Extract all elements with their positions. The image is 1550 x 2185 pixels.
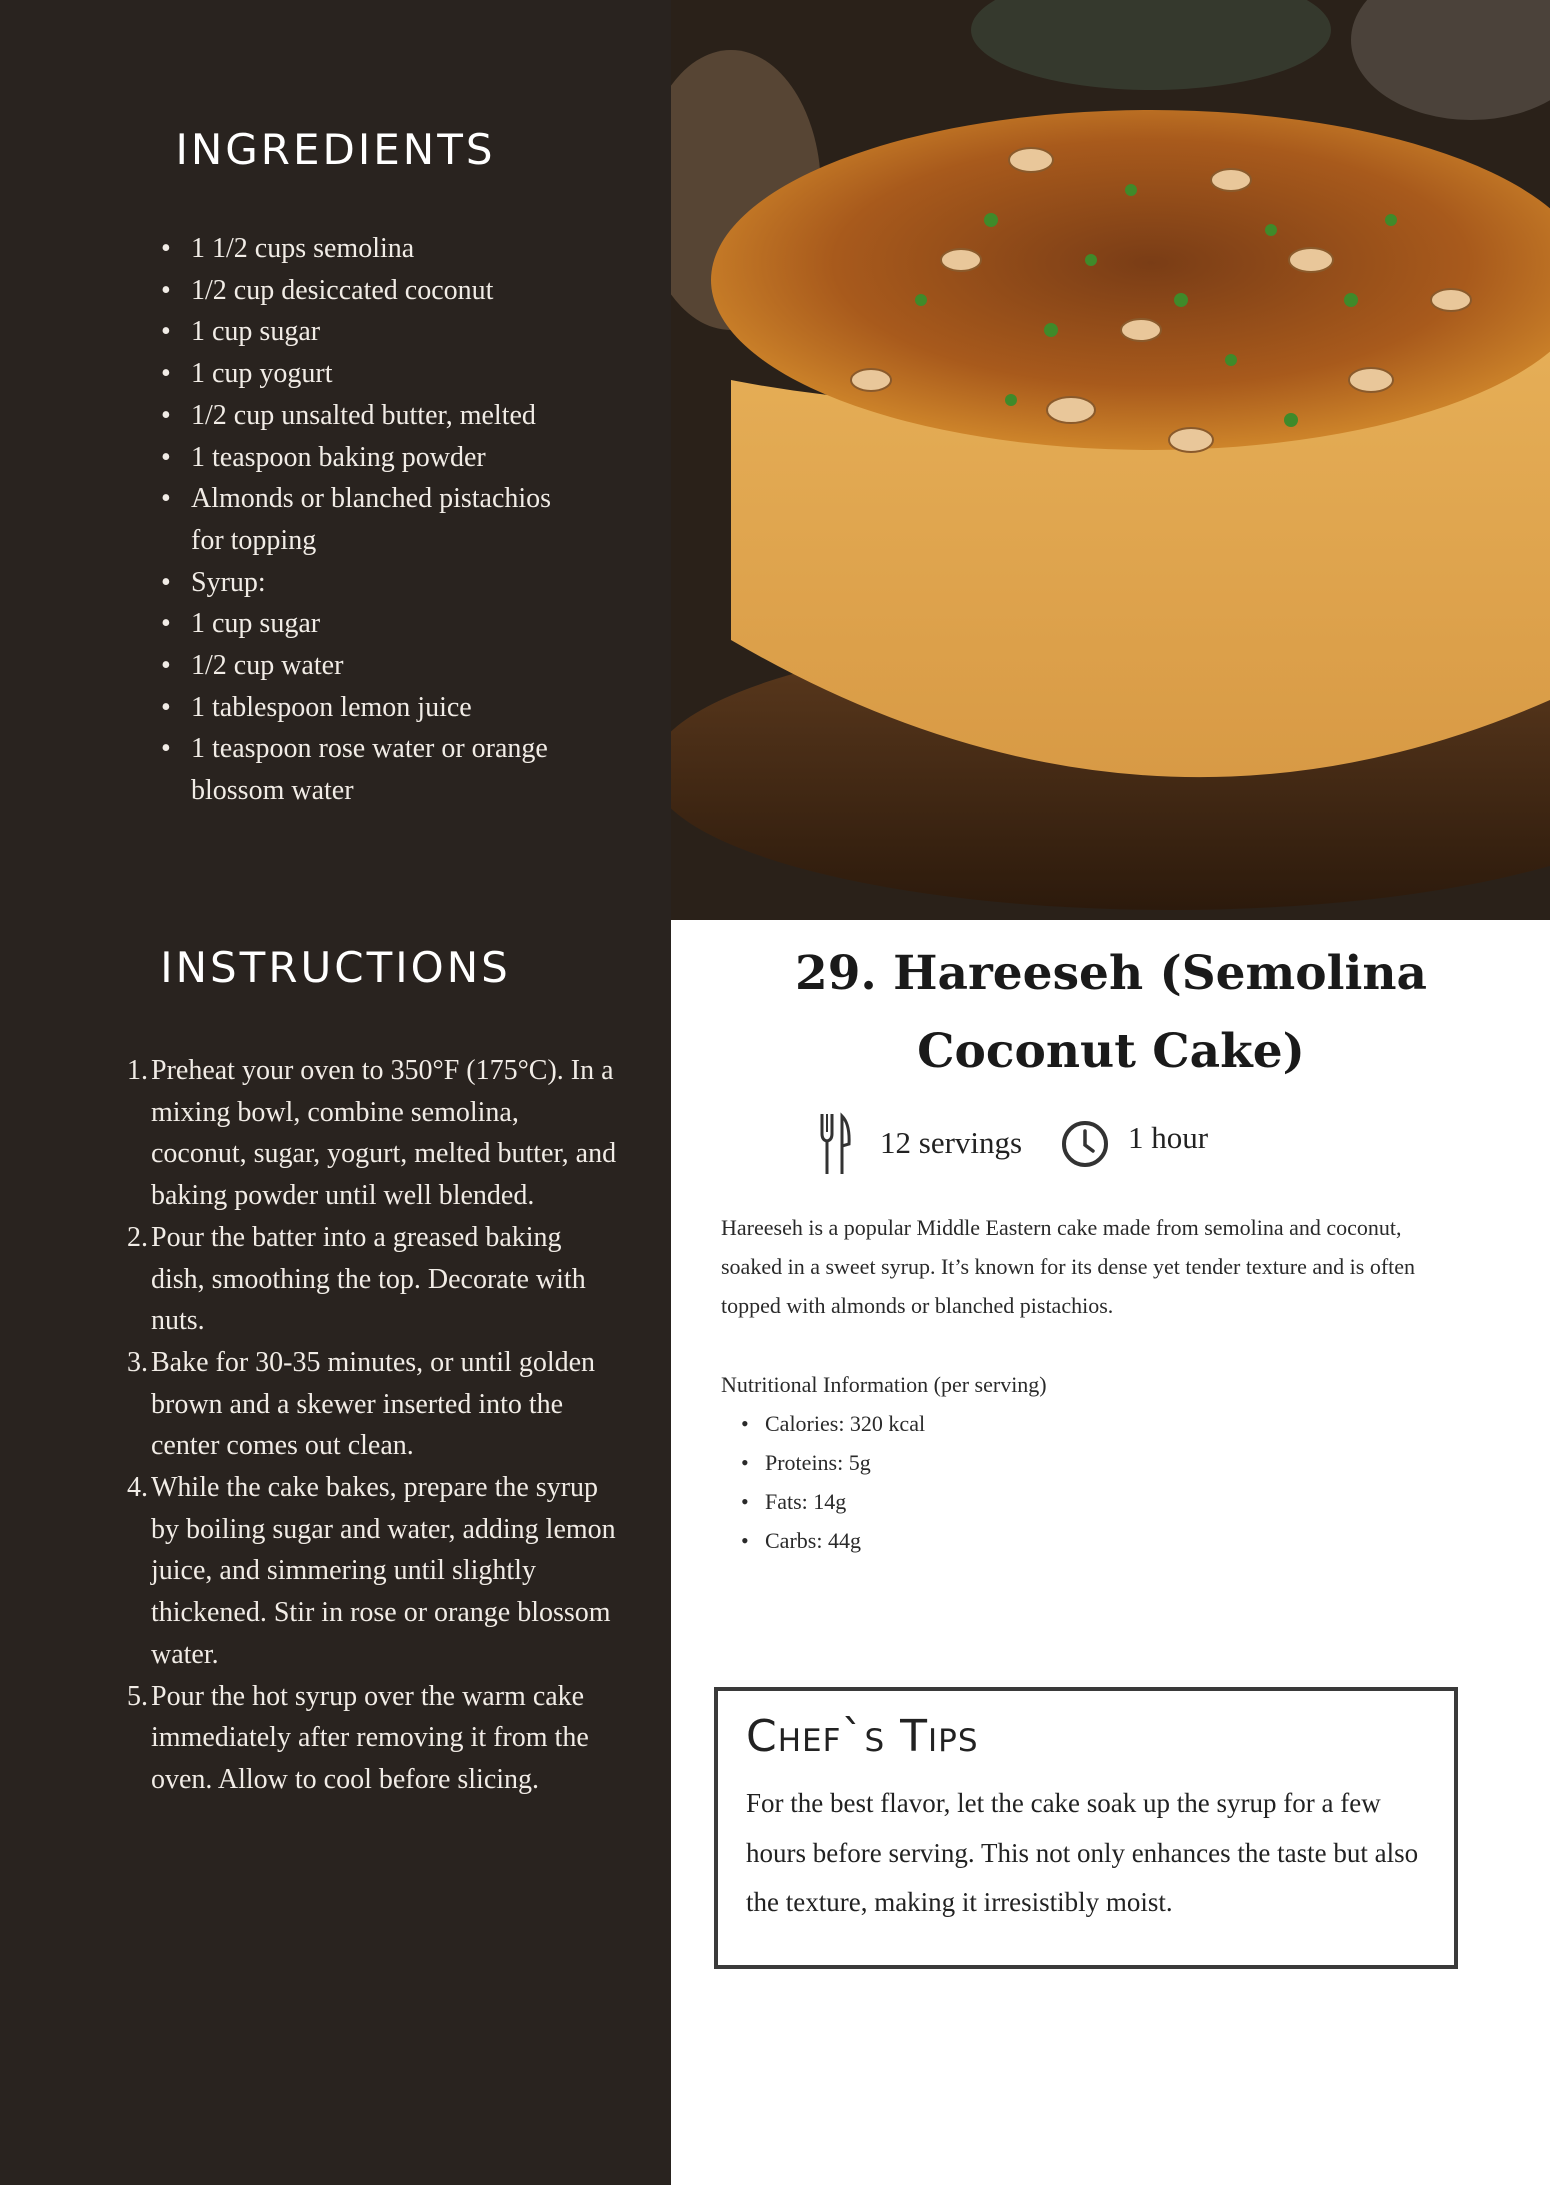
step-text: Preheat your oven to 350°F (175°C). In a mixing bowl, combine semolina, coconut, sugar, yogurt, melted butter, and baking powder until well blended. <box>151 1055 617 1212</box>
step-number: 3. <box>127 1346 148 1378</box>
step-text: While the cake bakes, prepare the syrup by boiling sugar and water, adding lemon juice, and simmering until slightly thickened. Stir in rose or orange blossom water. <box>151 1472 616 1670</box>
step-text: Pour the hot syrup over the warm cake immediately after removing it from the oven. Allow to cool before slicing. <box>151 1680 589 1795</box>
ingredient-item: • 1/2 cup desiccated coconut <box>191 270 561 312</box>
step-number: 1. <box>127 1055 148 1086</box>
nutrition-list <box>765 1404 925 1560</box>
step-number: 4. <box>127 1472 148 1504</box>
cook-time: 1 hour <box>1128 1120 1209 1155</box>
ingredient-item: • Almonds or blanched pistachios for topping <box>191 478 561 561</box>
instruction-step <box>127 1342 621 1467</box>
instruction-step <box>127 1676 621 1801</box>
instruction-step <box>127 1050 621 1217</box>
step-text: Pour the batter into a greased baking dish, smoothing the top. Decorate with nuts. <box>151 1221 586 1337</box>
ingredient-item: • 1 cup yogurt <box>191 353 561 395</box>
ingredients-list <box>191 228 561 812</box>
step-number: 2. <box>127 1221 148 1253</box>
step-number: 5. <box>127 1680 148 1712</box>
nutrition-item: • Calories: 320 kcal <box>765 1404 925 1443</box>
ingredients-heading: INGREDIENTS <box>175 125 496 174</box>
nutrition-item: • Proteins: 5g <box>765 1443 925 1482</box>
step-text: Bake for 30-35 minutes, or until golden brown and a skewer inserted into the center comes out clean. <box>151 1346 596 1462</box>
recipe-description: Hareeseh is a popular Middle Eastern cake made from semolina and coconut, soaked in a sweet syrup. It’s known for its dense yet tender texture and is often topped with almonds or blanched pistachios. <box>721 1215 1416 1318</box>
fork-knife-icon <box>818 1112 852 1176</box>
recipe-title: 29. Hareeseh (Semolina Coconut Cake) <box>795 946 1427 1079</box>
ingredient-item: • 1 cup sugar <box>191 311 561 353</box>
ingredient-item: • 1/2 cup unsalted butter, melted <box>191 395 561 437</box>
nutrition-item: • Carbs: 44g <box>765 1521 925 1560</box>
cake-photo <box>671 0 1550 920</box>
ingredient-item: • 1 teaspoon rose water or orange blossom water <box>191 728 561 811</box>
instruction-step <box>127 1217 621 1342</box>
ingredient-item: • 1/2 cup water <box>191 645 561 687</box>
servings-count: 12 servings <box>880 1125 1023 1160</box>
chef-tips-box <box>714 1687 1458 1969</box>
left-panel <box>0 0 671 2185</box>
nutrition-heading: Nutritional Information (per serving) <box>721 1372 1047 1397</box>
instructions-list <box>127 1050 621 1801</box>
chef-tips-title: Chef`s Tips <box>746 1711 979 1762</box>
ingredient-item: • 1 1/2 cups semolina <box>191 228 561 270</box>
ingredient-item: • 1 tablespoon lemon juice <box>191 687 561 729</box>
nutrition-item: • Fats: 14g <box>765 1482 925 1521</box>
instruction-step <box>127 1467 621 1676</box>
cake-illustration <box>671 0 1550 920</box>
ingredient-item: • Syrup: <box>191 562 561 604</box>
chef-tips-text: For the best flavor, let the cake soak up the syrup for a few hours before serving. This not only enhances the taste but also the texture, making it irresistibly moist. <box>746 1788 1419 1917</box>
instructions-heading: INSTRUCTIONS <box>160 943 511 992</box>
ingredient-item: • 1 teaspoon baking powder <box>191 437 561 479</box>
clock-icon <box>1060 1119 1110 1169</box>
ingredient-item: • 1 cup sugar <box>191 603 561 645</box>
